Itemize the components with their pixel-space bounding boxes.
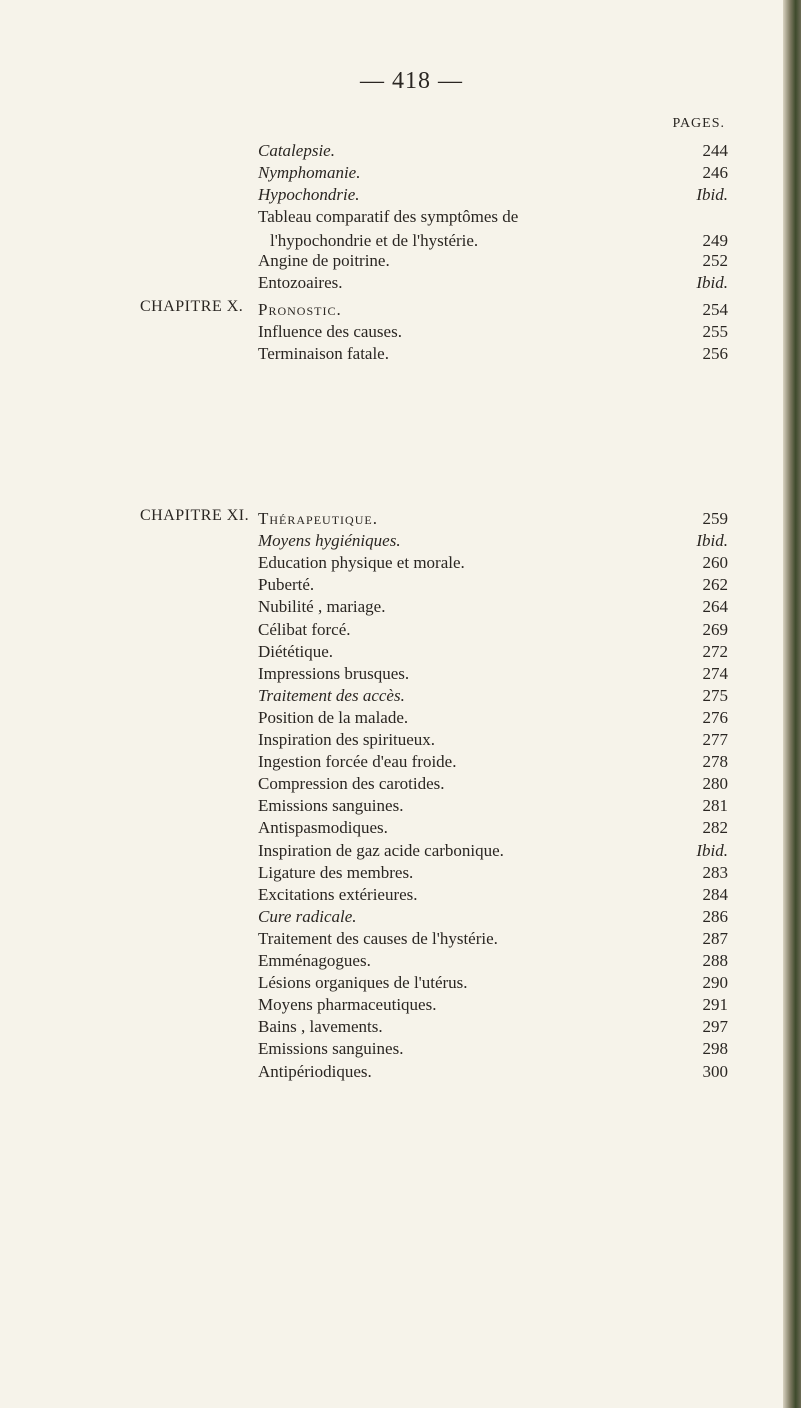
toc-entry bbox=[258, 320, 728, 344]
toc-entry-title: Position de la malade. bbox=[258, 707, 409, 727]
toc-entry-title: Nymphomanie. bbox=[258, 163, 361, 182]
toc-entry bbox=[258, 839, 728, 863]
toc-entry-page: 275 bbox=[702, 685, 728, 705]
toc-entry-title: Emménagogues. bbox=[258, 951, 371, 970]
toc-entry-page: 276 bbox=[702, 707, 728, 727]
toc-entry-page: 255 bbox=[702, 322, 728, 341]
toc-entry-page: 259 bbox=[702, 509, 728, 528]
toc-entry-title: Emissions sanguines. bbox=[258, 796, 404, 816]
toc-entry-page: 244 bbox=[702, 141, 728, 160]
toc-entry-title: Moyens hygiéniques. bbox=[258, 531, 401, 551]
toc-entry-page: Ibid. bbox=[696, 185, 728, 204]
toc-entry bbox=[258, 640, 728, 664]
toc-entry-title: Inspiration des spiritueux. bbox=[258, 730, 436, 749]
toc-entry-title: Impressions brusques. bbox=[258, 663, 410, 683]
toc-entry bbox=[258, 342, 728, 366]
toc-entry-page: 288 bbox=[702, 951, 728, 970]
toc-entry-title: Pronostic. bbox=[258, 300, 342, 319]
toc-entry bbox=[258, 1060, 728, 1084]
toc-entry-title: Ingestion forcée d'eau froide. bbox=[258, 752, 457, 772]
toc-entry bbox=[258, 249, 728, 273]
toc-entry bbox=[258, 772, 728, 796]
toc-entry-page: 246 bbox=[702, 163, 728, 182]
toc-entry bbox=[258, 551, 728, 575]
toc-entry-title: Terminaison fatale. bbox=[258, 344, 389, 363]
toc-entry-page: 272 bbox=[702, 641, 728, 661]
toc-entry bbox=[258, 706, 728, 730]
toc-entry-page: 298 bbox=[702, 1039, 728, 1059]
toc-entry-title: Emissions sanguines. bbox=[258, 1039, 404, 1059]
toc-entry bbox=[258, 662, 728, 686]
pages-column-header: PAGES. bbox=[672, 116, 725, 131]
toc-entry-title: Antispasmodiques. bbox=[258, 818, 388, 838]
toc-entry-page: 283 bbox=[702, 862, 728, 882]
toc-entry-title: Tableau comparatif des symptômes de bbox=[258, 207, 519, 226]
toc-entry bbox=[258, 949, 728, 973]
toc-entry-page: 287 bbox=[702, 928, 728, 948]
chapter-xi-label: CHAPITRE XI. bbox=[140, 507, 250, 524]
toc-entry-page: 269 bbox=[702, 619, 728, 639]
toc-entry-title: Célibat forcé. bbox=[258, 619, 351, 639]
toc-entry bbox=[258, 861, 728, 885]
toc-entry-page: Ibid. bbox=[696, 273, 728, 292]
toc-entry-title: Thérapeutique. bbox=[258, 509, 378, 528]
toc-entry-title: Cure radicale. bbox=[258, 906, 357, 926]
toc-entry bbox=[258, 971, 728, 995]
toc-entry bbox=[258, 573, 728, 597]
toc-entry-title: Traitement des causes de l'hystérie. bbox=[258, 928, 498, 948]
toc-entry-title-continued: l'hypochondrie et de l'hystérie. bbox=[270, 231, 479, 250]
toc-entry-page: 297 bbox=[702, 1017, 728, 1037]
toc-entry-title: Education physique et morale. bbox=[258, 553, 465, 573]
toc-entry-page: 264 bbox=[702, 597, 728, 617]
toc-entry bbox=[258, 993, 728, 1017]
toc-entry-title: Antipériodiques. bbox=[258, 1061, 372, 1081]
page-number: — 418 — bbox=[360, 68, 463, 94]
toc-entry-title: Catalepsie. bbox=[258, 141, 335, 160]
toc-entry bbox=[258, 750, 728, 774]
toc-entry bbox=[258, 507, 728, 531]
toc-entry-page: 256 bbox=[702, 344, 728, 363]
toc-entry-title: Influence des causes. bbox=[258, 322, 402, 341]
toc-entry-title: Traitement des accès. bbox=[258, 685, 405, 705]
toc-entry-page: 280 bbox=[702, 774, 728, 794]
toc-entry-page: 252 bbox=[702, 251, 728, 270]
toc-entry bbox=[258, 618, 728, 642]
toc-entry-page: 281 bbox=[702, 796, 728, 816]
toc-entry bbox=[258, 728, 728, 752]
toc-entry-page: 249 bbox=[702, 231, 728, 250]
toc-entry-page: 286 bbox=[702, 906, 728, 926]
page-edge bbox=[783, 0, 801, 1408]
toc-entry-page: Ibid. bbox=[696, 531, 728, 551]
toc-entry-page: 300 bbox=[702, 1061, 728, 1081]
toc-entry bbox=[258, 1015, 728, 1039]
toc-entry bbox=[258, 183, 728, 207]
toc-entry bbox=[258, 927, 728, 951]
toc-entry bbox=[258, 595, 728, 619]
toc-entry bbox=[258, 271, 728, 295]
toc-entry-page: 282 bbox=[702, 818, 728, 838]
toc-entry-title: Angine de poitrine. bbox=[258, 251, 390, 270]
toc-entry-title: Ligature des membres. bbox=[258, 862, 414, 882]
toc-entry-page: 291 bbox=[702, 995, 728, 1015]
toc-entry-page: 260 bbox=[702, 553, 728, 573]
toc-entry bbox=[258, 161, 728, 185]
toc-entry-title: Moyens pharmaceutiques. bbox=[258, 995, 437, 1015]
toc-entry-title: Hypochondrie. bbox=[258, 185, 360, 204]
toc-entry-title: Inspiration de gaz acide carbonique. bbox=[258, 840, 504, 860]
toc-entry bbox=[258, 529, 728, 553]
toc-entry-title: Nubilité , mariage. bbox=[258, 597, 386, 617]
toc-entry-page: 284 bbox=[702, 884, 728, 904]
toc-entry-page: 274 bbox=[702, 663, 728, 683]
toc-entry bbox=[258, 905, 728, 929]
toc-entry-page: 278 bbox=[702, 752, 728, 772]
toc-entry-page: Ibid. bbox=[696, 840, 728, 860]
toc-entry-page: 254 bbox=[702, 300, 728, 319]
toc-entry-title: Entozoaires. bbox=[258, 273, 343, 292]
toc-entry-title: Diététique. bbox=[258, 641, 334, 661]
toc-entry bbox=[258, 794, 728, 818]
toc-entry-title: Puberté. bbox=[258, 575, 315, 595]
toc-entry-page: 262 bbox=[702, 575, 728, 595]
toc-entry bbox=[258, 205, 728, 253]
toc-entry bbox=[258, 816, 728, 840]
toc-entry bbox=[258, 298, 728, 322]
toc-entry bbox=[258, 883, 728, 907]
toc-entry bbox=[258, 139, 728, 163]
toc-entry-page: 290 bbox=[702, 973, 728, 993]
toc-entry-title: Excitations extérieures. bbox=[258, 884, 418, 904]
toc-entry-title: Compression des carotides. bbox=[258, 774, 445, 794]
toc-entry-title: Bains , lavements. bbox=[258, 1017, 383, 1037]
chapter-x-label: CHAPITRE X. bbox=[140, 298, 244, 315]
toc-entry bbox=[258, 1037, 728, 1061]
toc-entry-page: 277 bbox=[702, 730, 728, 749]
toc-entry bbox=[258, 684, 728, 708]
toc-entry-title: Lésions organiques de l'utérus. bbox=[258, 973, 468, 993]
